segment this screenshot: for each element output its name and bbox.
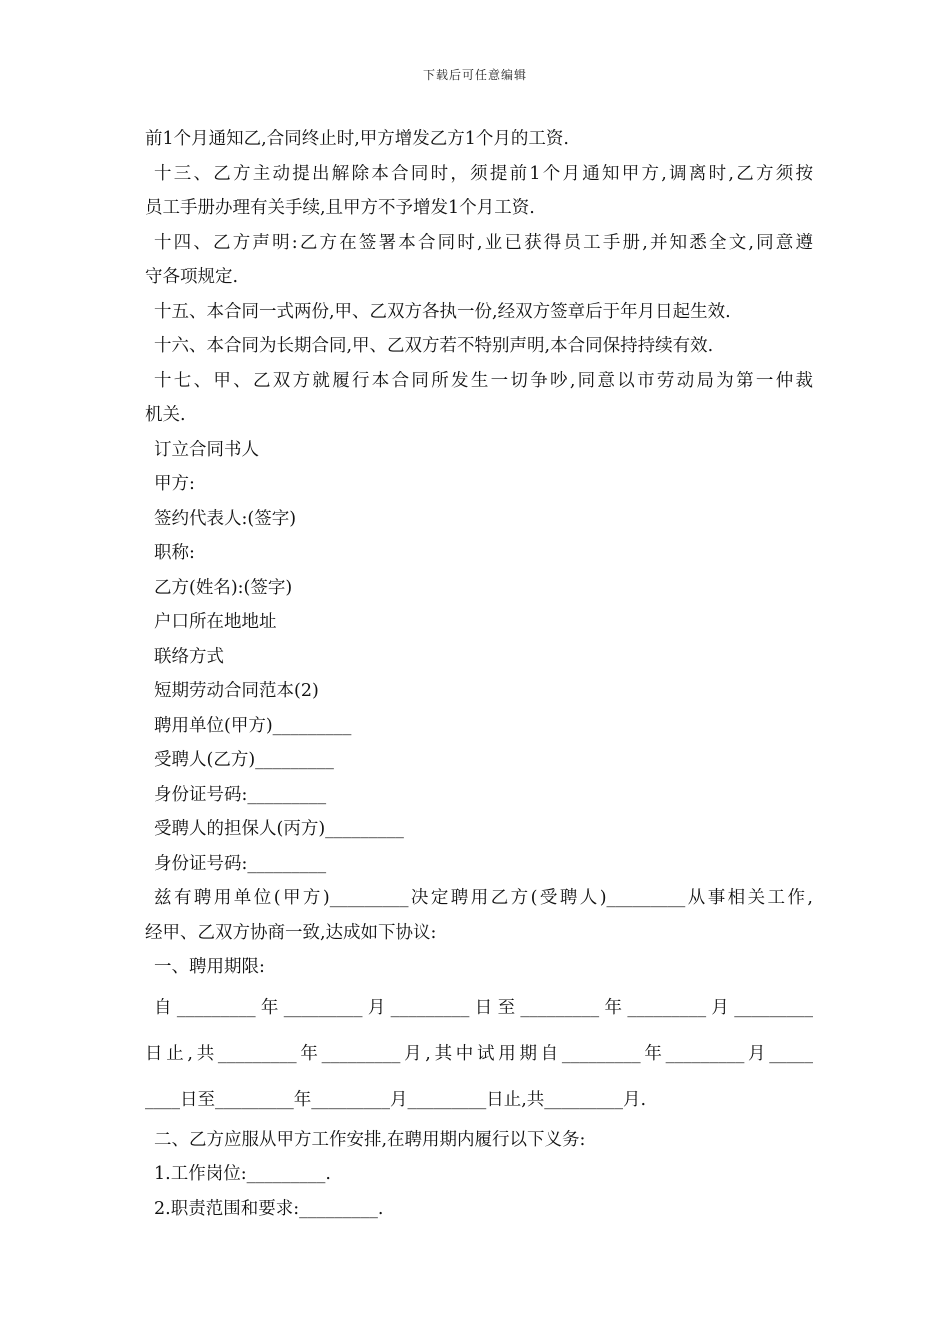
document-line: 身份证号码:_________ <box>154 853 327 874</box>
document-line: 二、乙方应服从甲方工作安排,在聘用期内履行以下义务: <box>154 1129 586 1150</box>
document-line: 一、聘用期限: <box>154 957 265 977</box>
document-line: 十六、本合同为长期合同,甲、乙双方若不特别声明,本合同保持持续有效. <box>154 336 714 356</box>
document-line: 身份证号码:_________ <box>154 784 327 805</box>
document-line: ____日至_________年_________月_________日止,共_________月. <box>145 1089 647 1110</box>
document-line: 十七、甲、乙双方就履行本合同所发生一切争吵,同意以市劳动局为第一仲裁 <box>154 370 813 391</box>
page-header-note: 下载后可任意编辑 <box>422 68 527 82</box>
document-line: 2.职责范围和要求:_________. <box>154 1198 384 1219</box>
document-line: 自_________年_________月_________日至_________年_________月_________ <box>154 997 813 1018</box>
document-line: 乙方(姓名):(签字) <box>154 577 293 598</box>
document-line: 机关. <box>145 405 186 425</box>
document-line: 十五、本合同一式两份,甲、乙双方各执一份,经双方签章后于年月日起生效. <box>154 301 731 322</box>
document-line: 受聘人的担保人(丙方)_________ <box>154 819 404 839</box>
document-line: 守各项规定. <box>145 267 239 287</box>
document-line: 签约代表人:(签字) <box>154 508 297 529</box>
document-line: 员工手册办理有关手续,且甲方不予增发1个月工资. <box>145 198 535 218</box>
document-line: 户口所在地地址 <box>154 612 277 632</box>
document-line: 十三、乙方主动提出解除本合同时，须提前1个月通知甲方,调离时,乙方须按 <box>154 163 813 184</box>
document-line: 联络方式 <box>154 646 224 667</box>
document-line: 订立合同书人 <box>154 439 259 460</box>
document-line: 前1个月通知乙,合同终止时,甲方增发乙方1个月的工资. <box>145 129 569 149</box>
document-line: 1.工作岗位:_________. <box>154 1164 331 1184</box>
document-line: 短期劳动合同范本(2) <box>154 681 319 701</box>
document-line: 经甲、乙双方协商一致,达成如下协议: <box>145 922 437 943</box>
document-line: 十四、乙方声明:乙方在签署本合同时,业已获得员工手册,并知悉全文,同意遵 <box>154 232 813 253</box>
document-line: 受聘人(乙方)_________ <box>154 750 334 770</box>
document-line: 日止,共_________年_________月,其中试用期自_________年_________月_____ <box>145 1043 813 1064</box>
document-line: 聘用单位(甲方)_________ <box>154 715 352 736</box>
document-line: 兹有聘用单位(甲方)_________决定聘用乙方(受聘人)_________从事相关工作, <box>154 888 813 908</box>
document-line: 甲方: <box>154 474 195 494</box>
document-body <box>145 122 813 1226</box>
document-line: 职称: <box>154 543 195 563</box>
